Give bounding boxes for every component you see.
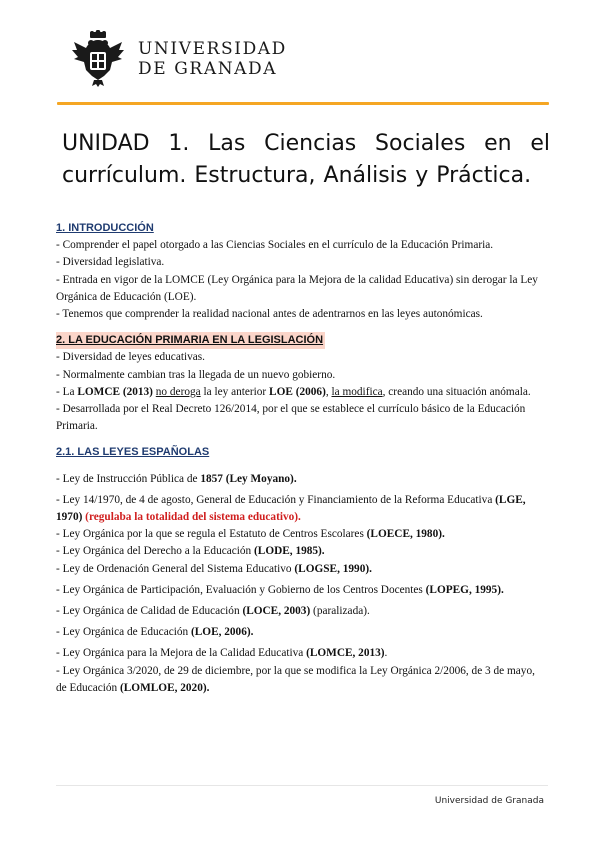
legislacion-item: - La LOMCE (2013) no deroga la ley anterior LOE (2006), la modifica, creando una situación anómala.	[56, 385, 531, 398]
page-footer: Universidad de Granada	[434, 796, 544, 806]
law-item: - Ley Orgánica del Derecho a la Educación (LODE, 1985).	[56, 545, 325, 558]
university-crest-logo	[68, 30, 128, 88]
document-body	[56, 220, 548, 697]
law-item: - Ley de Ordenación General del Sistema Educativo (LOGSE, 1990).	[56, 562, 372, 575]
section-heading-leyes-espanolas: 2.1. LAS LEYES ESPAÑOLAS	[56, 446, 210, 459]
header-divider	[57, 102, 549, 105]
law-item: - Ley Orgánica de Participación, Evaluación y Gobierno de los Centros Docentes (LOPEG, 1995).	[56, 583, 504, 596]
intro-item: - Comprender el papel otorgado a las Ciencias Sociales en el currículo de la Educación Primaria.	[56, 239, 494, 252]
footer-divider	[56, 785, 548, 786]
law-item: - Ley Orgánica por la que se regula el Estatuto de Centros Escolares (LOECE, 1980).	[56, 528, 445, 541]
page-title: UNIDAD 1. Las Ciencias Sociales en el currículum. Estructura, Análisis y Práctica.	[62, 131, 550, 188]
law-item: - Ley Orgánica de Educación (LOE, 2006).	[56, 626, 254, 639]
intro-item: - Diversidad legislativa.	[56, 256, 165, 269]
page-header	[68, 30, 548, 90]
university-name	[138, 39, 287, 79]
section-heading-introduccion: 1. INTRODUCCIÓN	[56, 222, 154, 234]
law-item: - Ley Orgánica de Calidad de Educación (LOCE, 2003) (paralizada).	[56, 605, 370, 618]
legislacion-item: - Desarrollada por el Real Decreto 126/2014, por el que se establece el currículo básico de la Educación Primaria.	[56, 403, 526, 433]
law-item: - Ley 14/1970, de 4 de agosto, General de Educación y Financiamiento de la Reforma Educativa (LGE, 1970) (regulaba la totalidad del sistema educativo).	[56, 493, 526, 524]
law-item: - Ley Orgánica 3/2020, de 29 de diciembre, por la que se modifica la Ley Orgánica 2/2006, de 3 de mayo, de Educación (LOMLOE, 2020).	[56, 664, 535, 694]
university-name-line1: UNIVERSIDAD	[138, 39, 287, 59]
legislacion-item: - Diversidad de leyes educativas.	[56, 351, 205, 364]
university-name-line2: DE GRANADA	[138, 59, 278, 79]
section-heading-educacion-primaria: 2. LA EDUCACIÓN PRIMARIA EN LA LEGISLACIÓN	[56, 332, 325, 349]
legislacion-item: - Normalmente cambian tras la llegada de un nuevo gobierno.	[56, 368, 336, 381]
law-item: - Ley Orgánica para la Mejora de la Calidad Educativa (LOMCE, 2013).	[56, 647, 388, 660]
law-item: - Ley de Instrucción Pública de 1857 (Ley Moyano).	[56, 472, 297, 485]
intro-item: - Entrada en vigor de la LOMCE (Ley Orgánica para la Mejora de la calidad Educativa) sin derogar la Ley Orgánica de Educación (LOE).	[56, 273, 538, 303]
intro-item: - Tenemos que comprender la realidad nacional antes de adentrarnos en las leyes autonómicas.	[56, 308, 483, 321]
